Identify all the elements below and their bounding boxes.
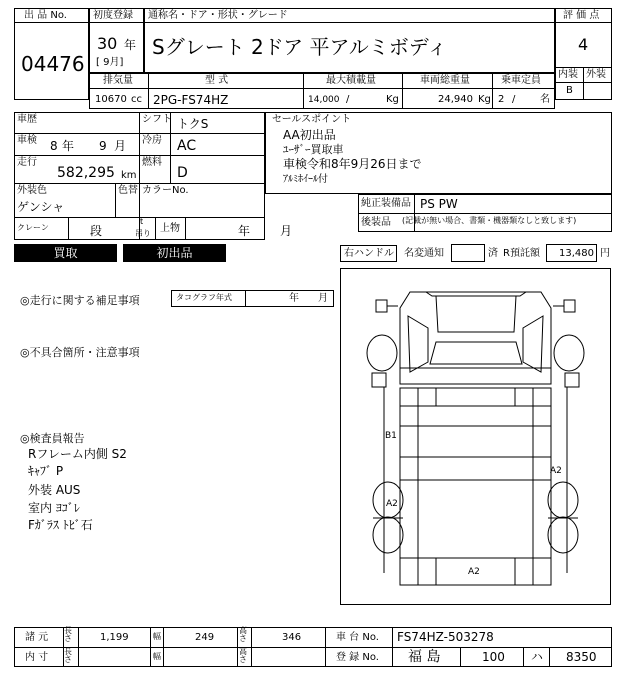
body-month-unit: 月 xyxy=(280,224,293,238)
front-right-wheel-icon xyxy=(554,335,584,371)
dimensions-label: 諸 元 xyxy=(25,632,49,643)
lot-number: 04476 xyxy=(21,52,85,76)
capacity-unit: 名 xyxy=(540,94,550,105)
total-weight-label: 車両総重量 xyxy=(420,75,470,86)
shift-value: トクS xyxy=(177,117,209,131)
max-load-unit: Kg xyxy=(386,94,399,105)
registration-kana: ハ xyxy=(531,650,544,664)
model-label: 型 式 xyxy=(205,75,229,86)
damage-mark-a2-left: A2 xyxy=(386,499,398,509)
color-code-label: カラーNo. xyxy=(142,185,189,196)
shift-label: シフト xyxy=(142,114,172,125)
rear-right-wheel-icon xyxy=(548,482,578,518)
max-load-value: 14,000 xyxy=(308,95,340,105)
registration-class: 100 xyxy=(482,650,505,664)
left-mirror-icon xyxy=(376,300,387,312)
genuine-equipment-value: PS PW xyxy=(420,197,458,211)
body-year-unit: 年 xyxy=(238,224,251,238)
inner-width-label: 幅 xyxy=(153,652,161,661)
inspection-year-unit: 年 xyxy=(62,139,75,153)
height-value: 346 xyxy=(282,632,302,643)
inner-dimensions-label: 内 寸 xyxy=(25,652,49,663)
body-label: 上物 xyxy=(160,223,180,234)
registration-no-label: 登 録 No. xyxy=(336,652,379,663)
recycle-done-label: 済 xyxy=(488,248,498,259)
tachograph-year-unit: 年 xyxy=(289,293,299,304)
max-load-label: 最大積載量 xyxy=(326,75,376,86)
registration-number: 8350 xyxy=(566,650,597,664)
mileage-unit: km xyxy=(121,170,137,181)
purchase-badge: 買取 xyxy=(14,244,117,262)
sales-point-line: 車検令和8年9月26日まで xyxy=(283,157,422,171)
cab-outline xyxy=(400,292,551,384)
chassis-value: FS74HZ-503278 xyxy=(397,630,494,644)
grade-label: 評 価 点 xyxy=(563,10,600,21)
sales-point-line: ﾕｰｻﾞｰ買取車 xyxy=(283,143,344,156)
crane-lift: 吊り xyxy=(135,229,151,238)
color-label: 外装色 xyxy=(17,185,47,196)
recycle-fee-unit: 円 xyxy=(600,248,610,259)
grade-value: 4 xyxy=(578,35,589,54)
front-left-wheel-icon xyxy=(367,335,397,371)
fuel-value: D xyxy=(177,165,188,181)
sales-point-line: AA初出品 xyxy=(283,128,336,142)
registration-year: 30 xyxy=(97,34,118,53)
width-value: 249 xyxy=(195,632,215,643)
tachograph-label: タコグラフ年式 xyxy=(176,293,232,302)
report-line: 外装 AUS xyxy=(28,483,81,497)
length-value: 1,199 xyxy=(100,632,129,643)
ac-label: 冷房 xyxy=(142,135,162,146)
recycle-fee-label: R預託額 xyxy=(503,248,540,259)
capacity-slash: / xyxy=(512,94,516,105)
inner-length-label: 長さ xyxy=(64,647,72,664)
displacement-label: 排気量 xyxy=(103,75,133,86)
report-line: 室内 ﾖｺﾞﾚ xyxy=(28,501,80,515)
steering-value: 右ハンドル xyxy=(344,248,394,259)
height-label: 高さ xyxy=(239,626,247,643)
interior-label: 内装 xyxy=(558,69,578,80)
crane-stage: 段 xyxy=(90,224,103,238)
max-load-slash: / xyxy=(346,94,350,105)
registration-label: 初度登録 xyxy=(93,10,133,21)
displacement-unit: cc xyxy=(131,94,142,105)
inspection-year: 8 xyxy=(50,139,58,153)
interior-grade: B xyxy=(566,85,573,96)
right-mirror-icon xyxy=(564,300,575,312)
truck-diagram xyxy=(340,268,611,605)
total-weight-value: 24,940 xyxy=(438,94,473,105)
report-line: Rフレーム内側 S2 xyxy=(28,447,127,461)
driving-notes-heading: ◎走行に関する補足事項 xyxy=(20,294,140,307)
genuine-equipment-label: 純正装備品 xyxy=(361,198,411,209)
capacity-label: 乗車定員 xyxy=(501,75,541,86)
exterior-label: 外装 xyxy=(586,69,606,80)
fuel-label: 燃料 xyxy=(142,157,162,168)
registration-area: 福 島 xyxy=(408,649,441,665)
inspection-label: 車検 xyxy=(17,135,37,146)
report-line: ｷｬﾌﾞ P xyxy=(28,464,64,478)
inspection-month: 9 xyxy=(99,139,107,153)
inspection-month-unit: 月 xyxy=(114,139,127,153)
inspector-report-heading: ◎検査員報告 xyxy=(20,432,85,445)
recycle-fee-value: 13,480 xyxy=(559,248,594,259)
registration-year-unit: 年 xyxy=(124,38,137,52)
rear-left-wheel-2-icon xyxy=(373,517,403,553)
sales-point-line: ｱﾙﾐﾎｲｰﾙ付 xyxy=(283,174,328,185)
damage-mark-a2-rear: A2 xyxy=(468,567,480,577)
damage-mark-a2-right: A2 xyxy=(550,466,562,476)
displacement-value: 10670 xyxy=(95,94,127,105)
width-label: 幅 xyxy=(153,632,161,641)
capacity-value: 2 xyxy=(498,94,505,105)
history-label: 車歴 xyxy=(17,114,37,125)
aftermarket-label: 後装品 xyxy=(361,217,391,228)
name-change-box xyxy=(451,244,485,262)
model-value: 2PG-FS74HZ xyxy=(153,93,229,107)
aftermarket-note: (記載が無い場合、書類・機器類なしと致します) xyxy=(402,216,577,225)
damage-mark-b1: B1 xyxy=(385,431,397,441)
length-label: 長さ xyxy=(64,626,72,643)
color-change-label: 色替 xyxy=(118,185,138,196)
inner-height-label: 高さ xyxy=(239,647,247,664)
rear-right-wheel-2-icon xyxy=(548,517,578,553)
crane-ton: t xyxy=(140,217,144,226)
color-value: ゲンシャ xyxy=(17,200,65,214)
cargo-bed-outline xyxy=(400,388,551,585)
chassis-label: 車 台 No. xyxy=(336,632,379,643)
report-line: Fｶﾞﾗｽ ﾄﾋﾞ石 xyxy=(28,518,93,532)
registration-month: [ 9月] xyxy=(96,57,124,68)
vehicle-name-label: 通称名・ドア・形状・グレード xyxy=(148,10,288,21)
name-change-label: 名変通知 xyxy=(404,248,444,259)
ac-value: AC xyxy=(177,138,197,154)
vehicle-name-value: Sグレート 2ドア 平アルミボディ xyxy=(152,35,448,59)
defects-heading: ◎不具合箇所・注意事項 xyxy=(20,346,140,359)
tachograph-month-unit: 月 xyxy=(318,293,328,304)
total-weight-unit: Kg xyxy=(478,94,491,105)
crane-label: クレーン xyxy=(17,223,49,232)
sales-points-label: セールスポイント xyxy=(272,114,352,125)
mileage-value: 582,295 xyxy=(57,165,115,181)
first-listing-badge: 初出品 xyxy=(123,244,226,262)
lot-label: 出 品 No. xyxy=(24,10,67,21)
mileage-label: 走行 xyxy=(17,157,37,168)
